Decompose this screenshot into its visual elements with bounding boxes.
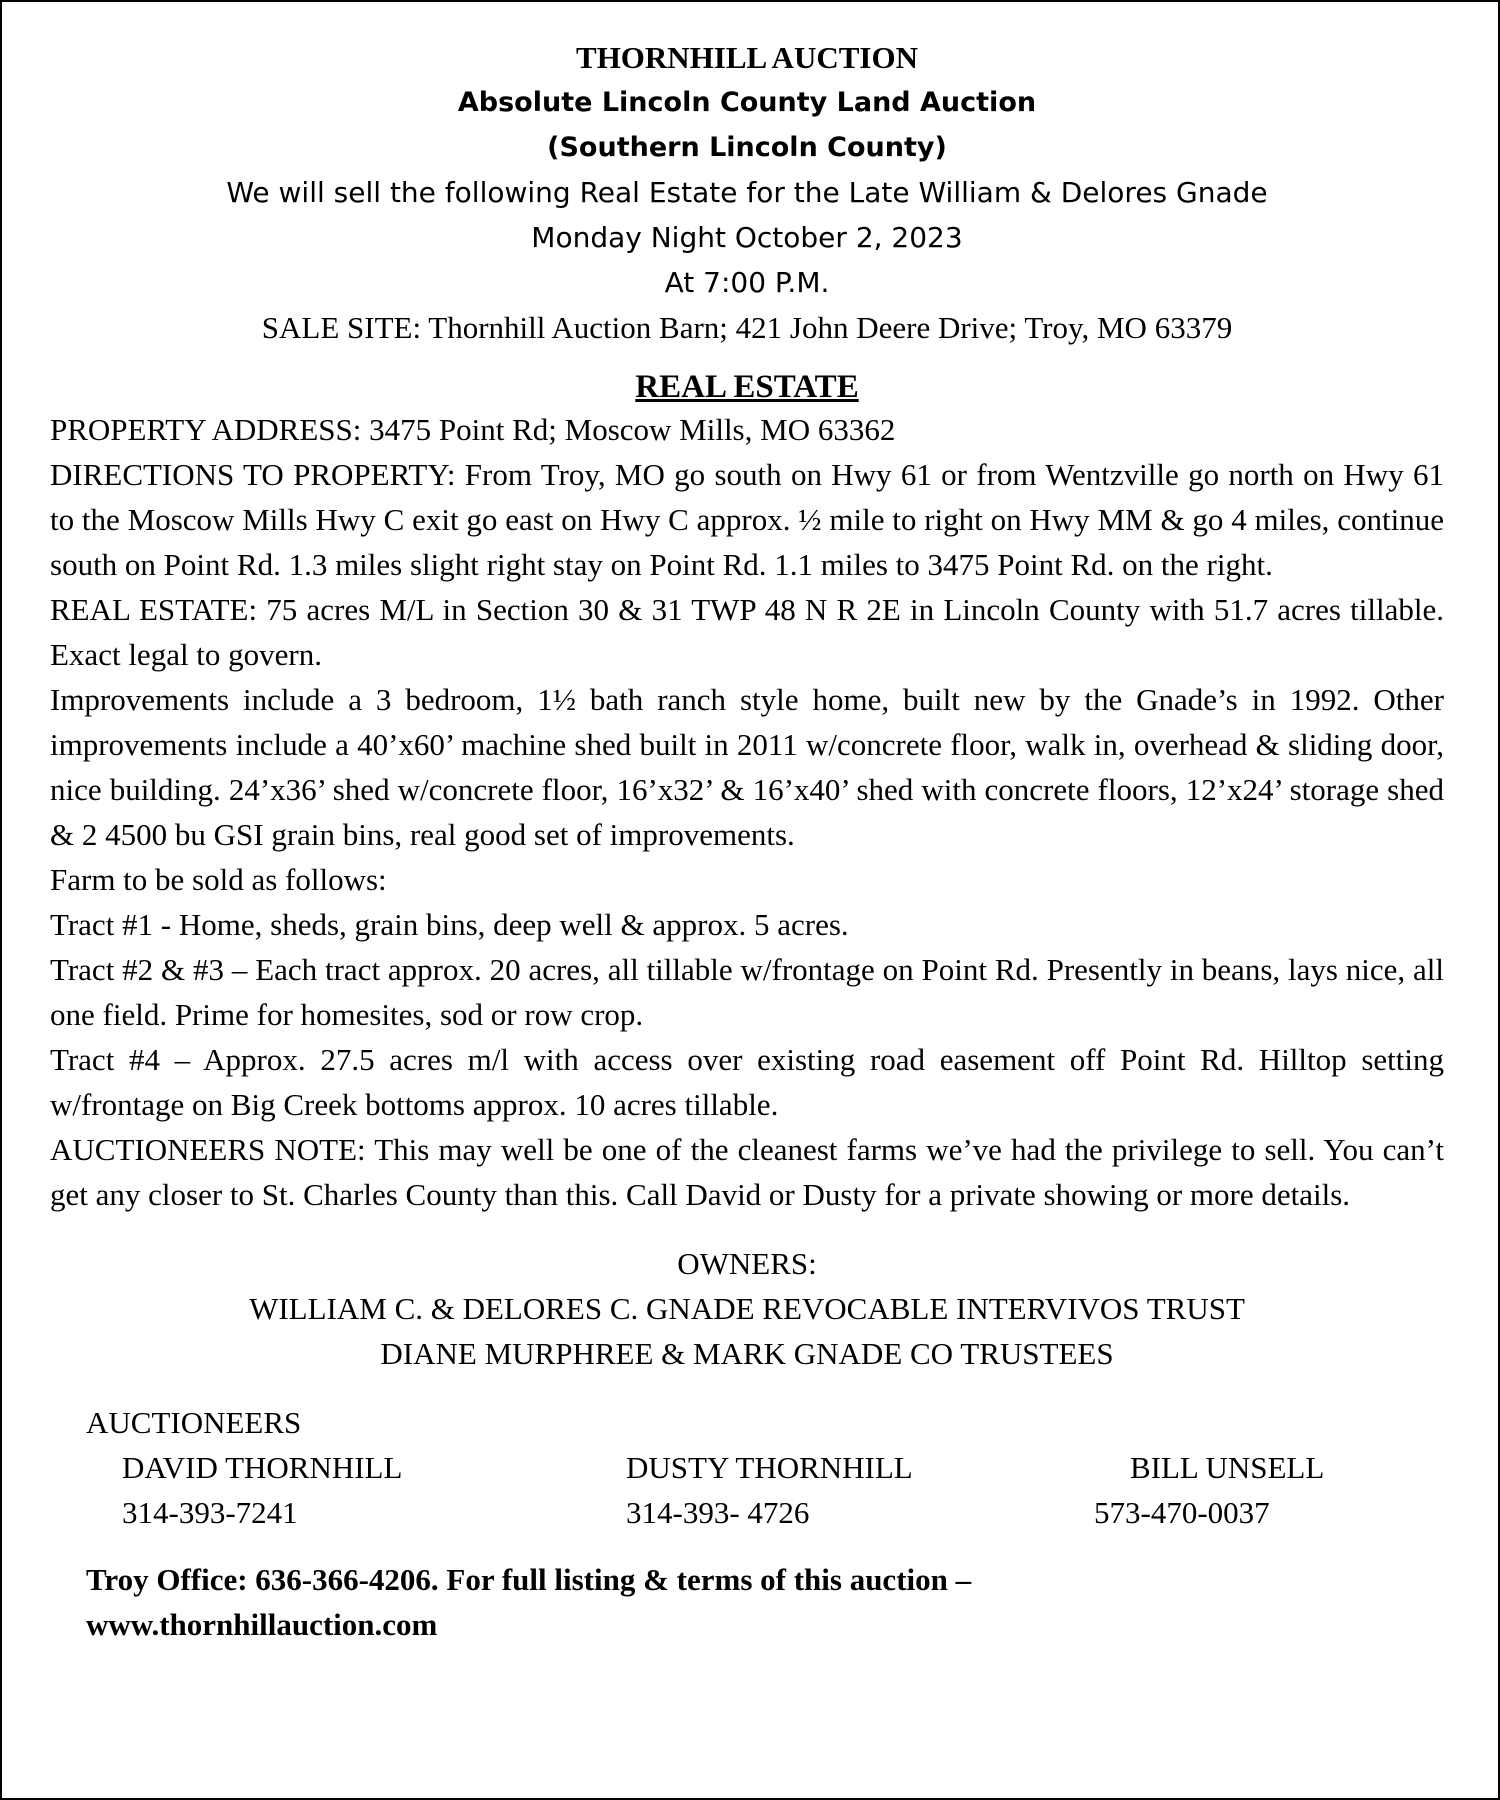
auctioneer-phone: 314-393-7241 xyxy=(122,1495,298,1530)
owners-line-1: WILLIAM C. & DELORES C. GNADE REVOCABLE INTERVIVOS TRUST xyxy=(249,1291,1245,1326)
footer xyxy=(50,1557,1444,1647)
auctioneer-name: BILL UNSELL xyxy=(1130,1450,1325,1485)
auctioneer xyxy=(1094,1445,1324,1535)
owners-line-2: DIANE MURPHREE & MARK GNADE CO TRUSTEES xyxy=(380,1336,1114,1371)
sale-date: Monday Night October 2, 2023 xyxy=(531,221,963,254)
auctioneer-name: DUSTY THORNHILL xyxy=(626,1450,913,1485)
website-link[interactable]: www.thornhillauction.com xyxy=(86,1607,438,1642)
farm-intro: Farm to be sold as follows: xyxy=(50,862,387,897)
auctioneer xyxy=(626,1445,1094,1535)
intro-line: We will sell the following Real Estate for the Late William & Delores Gnade xyxy=(226,176,1268,209)
header xyxy=(50,36,1444,351)
auctioneers-block xyxy=(50,1400,1444,1445)
auctioneers-note: AUCTIONEERS NOTE: This may well be one of the cleanest farms we’ve had the privilege to sell. You can’t get any closer to St. Charles County than this. Call David or Dusty for a private showing or more details. xyxy=(50,1132,1444,1212)
section-heading-real-estate: REAL ESTATE xyxy=(635,369,859,405)
tract-1: Tract #1 - Home, sheds, grain bins, deep well & approx. 5 acres. xyxy=(50,907,849,942)
owners-block xyxy=(50,1241,1444,1376)
property-details xyxy=(50,407,1444,1217)
auctioneers-label: AUCTIONEERS xyxy=(86,1405,302,1440)
tract-4: Tract #4 – Approx. 27.5 acres m/l with access over existing road easement off Point Rd. Hilltop setting w/frontage on Big Creek bottoms approx. 10 acres tillable. xyxy=(50,1042,1444,1122)
auction-title: THORNHILL AUCTION xyxy=(576,40,918,75)
auctioneer-name: DAVID THORNHILL xyxy=(122,1450,403,1485)
auctioneer-phone: 314-393- 4726 xyxy=(626,1495,810,1530)
real-estate-description: REAL ESTATE: 75 acres M/L in Section 30 & 31 TWP 48 N R 2E in Lincoln County with 51.7 acres tillable. Exact legal to govern. xyxy=(50,592,1444,672)
troy-office-line: Troy Office: 636-366-4206. For full listing & terms of this auction – xyxy=(86,1562,972,1597)
improvements: Improvements include a 3 bedroom, 1½ bath ranch style home, built new by the Gnade’s in 1992. Other improvements include a 40’x60’ machine shed built in 2011 w/concrete floor, walk in, overhead & sliding door, nice building. 24’x36’ shed w/concrete floor, 16’x32’ & 16’x40’ shed with concrete floors, 12’x24’ storage shed & 2 4500 bu GSI grain bins, real good set of improvements. xyxy=(50,682,1444,852)
sale-site: SALE SITE: Thornhill Auction Barn; 421 John Deere Drive; Troy, MO 63379 xyxy=(261,310,1233,345)
owners-label: OWNERS: xyxy=(677,1246,817,1281)
sale-time: At 7:00 P.M. xyxy=(664,266,830,299)
auctioneers-list xyxy=(50,1445,1444,1535)
auction-region: (Southern Lincoln County) xyxy=(547,132,947,163)
tract-2-3: Tract #2 & #3 – Each tract approx. 20 acres, all tillable w/frontage on Point Rd. Presently in beans, lays nice, all one field. Prime for homesites, sod or row crop. xyxy=(50,952,1444,1032)
directions: DIRECTIONS TO PROPERTY: From Troy, MO go south on Hwy 61 or from Wentzville go north on Hwy 61 to the Moscow Mills Hwy C exit go east on Hwy C approx. ½ mile to right on Hwy MM & go 4 miles, continue south on Point Rd. 1.3 miles slight right stay on Point Rd. 1.1 miles to 3475 Point Rd. on the right. xyxy=(50,457,1444,582)
auctioneer-phone: 573-470-0037 xyxy=(1094,1495,1270,1530)
auctioneer xyxy=(122,1445,626,1535)
property-address: PROPERTY ADDRESS: 3475 Point Rd; Moscow Mills, MO 63362 xyxy=(50,412,896,447)
auction-subtitle: Absolute Lincoln County Land Auction xyxy=(457,87,1037,118)
